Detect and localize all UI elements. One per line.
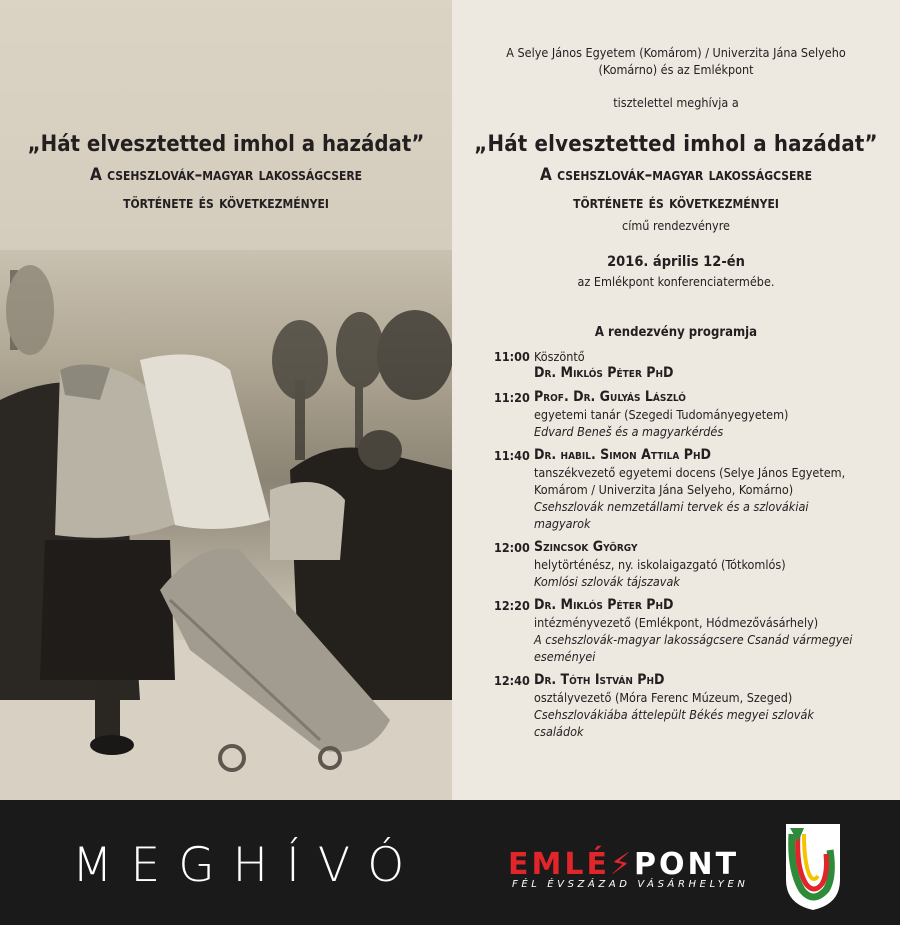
speaker-role: tanszékvezető egyetemi docens (Selye János Egyetem,: [534, 465, 846, 480]
emlekpont-logo: [508, 847, 739, 882]
cover-photo: [0, 0, 452, 800]
cover-title-line3: története és következményei: [123, 193, 329, 213]
program-time: 12:20: [494, 598, 530, 613]
event-title-line2: A csehszlovák–magyar lakosságcsere: [539, 165, 813, 185]
speaker-name: Szincsok György: [534, 539, 638, 555]
program-time: 11:00: [494, 349, 530, 364]
organizers-line2: (Komárno) és az Emlékpont: [598, 62, 754, 77]
program-item: [492, 539, 892, 590]
program-note: Köszöntő: [534, 349, 585, 364]
program-list: [492, 348, 892, 747]
program-item: [492, 348, 892, 382]
speaker-name: Dr. habil. Simon Attila PhD: [534, 447, 711, 463]
organizers: [452, 44, 900, 78]
organizers-line1: A Selye János Egyetem (Komárom) / Univerzita Jána Selyeho: [506, 45, 846, 60]
footer: [0, 800, 900, 925]
event-date: 2016. április 12-én: [607, 254, 745, 270]
speaker-role: egyetemi tanár (Szegedi Tudományegyetem): [534, 407, 789, 422]
invites-text: tisztelettel meghívja a: [613, 95, 739, 110]
speaker-name: Dr. Tóth István PhD: [534, 672, 665, 688]
talk-title: eseményei: [534, 649, 596, 664]
speaker-name: Dr. Miklós Péter PhD: [534, 597, 674, 613]
program-time: 12:40: [494, 673, 530, 688]
speaker-role: Komárom / Univerzita Jána Selyeho, Komárno): [534, 482, 794, 497]
program-item: [492, 447, 892, 532]
talk-title: családok: [534, 724, 584, 739]
program-heading: A rendezvény programja: [594, 325, 758, 340]
program-item: [492, 672, 892, 740]
program-time: 12:00: [494, 540, 530, 555]
selye-university-seal-icon: [782, 820, 844, 912]
event-venue: az Emlékpont konferenciatermébe.: [577, 274, 775, 289]
program-item: [492, 389, 892, 440]
program-time: 11:40: [494, 448, 530, 463]
talk-title: Csehszlovák nemzetállami tervek és a szlovákiai: [534, 499, 809, 514]
speaker-name: Dr. Miklós Péter PhD: [534, 365, 674, 381]
event-title-line3: története és következményei: [573, 193, 779, 213]
talk-title: Edvard Beneš és a magyarkérdés: [534, 424, 724, 439]
event-suffix: című rendezvényre: [622, 218, 730, 233]
speaker-role: osztályvezető (Móra Ferenc Múzeum, Szeged): [534, 690, 793, 705]
cover-title-line1: „Hát elvesztetted imhol a hazádat”: [27, 132, 425, 157]
speaker-role: helytörténész, ny. iskolaigazgató (Tótkomlós): [534, 557, 786, 572]
meghivo-title: MEGHÍVÓ: [72, 838, 423, 893]
cover-title-line2: A csehszlovák–magyar lakosságcsere: [89, 165, 363, 185]
emlekpont-logo-part2: PONT: [634, 847, 740, 882]
speaker-name: Prof. Dr. Gulyás László: [534, 389, 686, 405]
emlekpont-tagline: FÉL ÉVSZÁZAD VÁSÁRHELYEN: [512, 879, 749, 890]
invitation-panel: [452, 0, 900, 800]
emlekpont-k-icon: ⚡: [609, 847, 635, 882]
talk-title: magyarok: [534, 516, 591, 531]
program-time: 11:20: [494, 390, 530, 405]
refugees-photo-illustration: [0, 0, 452, 800]
emlekpont-logo-part1: EMLÉ: [508, 847, 610, 882]
speaker-role: intézményvezető (Emlékpont, Hódmezővásárhely): [534, 615, 819, 630]
talk-title: Csehszlovákiába áttelepült Békés megyei szlovák: [534, 707, 814, 722]
event-title-line1: „Hát elvesztetted imhol a hazádat”: [474, 132, 878, 157]
talk-title: A csehszlovák-magyar lakosságcsere Csanád vármegyei: [534, 632, 853, 647]
talk-title: Komlósi szlovák tájszavak: [534, 574, 680, 589]
program-item: [492, 597, 892, 665]
